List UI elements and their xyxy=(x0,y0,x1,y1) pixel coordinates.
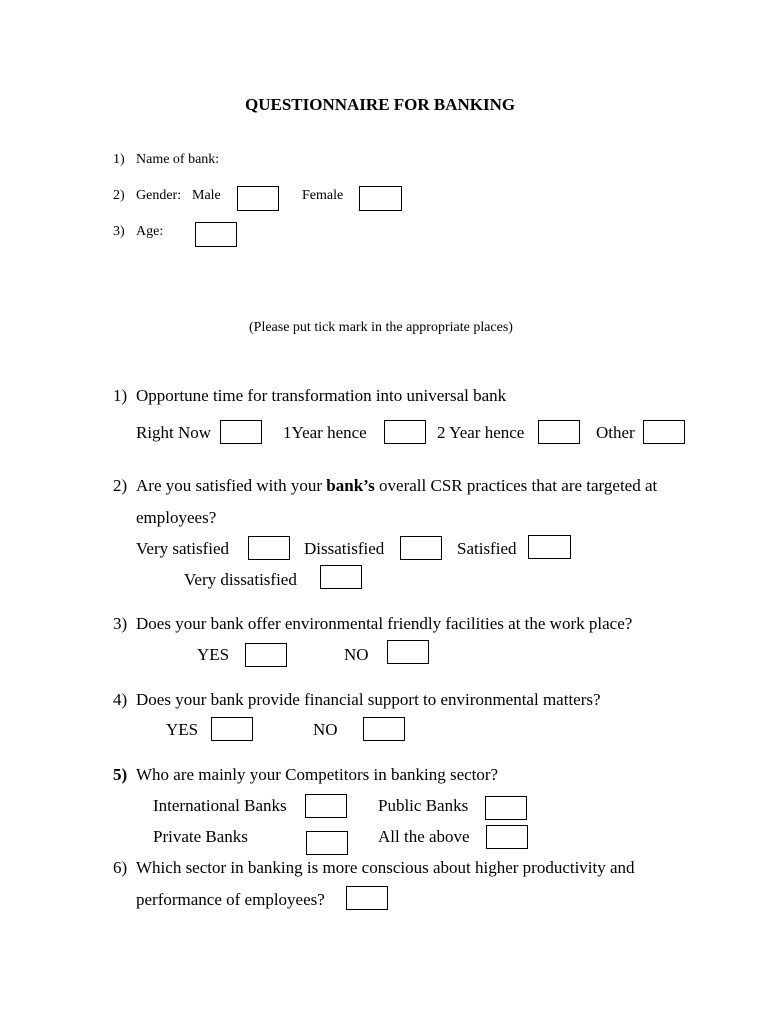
option-no-label: NO xyxy=(313,720,338,739)
option-no-checkbox[interactable] xyxy=(363,717,405,741)
question-2-text: Are you satisfied with your bank’s overall CSR practices that are targeted at xyxy=(136,476,658,495)
item-number: 2) xyxy=(113,188,125,203)
option-other-checkbox[interactable] xyxy=(643,420,685,444)
question-6-text-line2: performance of employees? xyxy=(136,890,325,909)
question-1-text: Opportune time for transformation into universal bank xyxy=(136,386,507,405)
option-no-label: NO xyxy=(344,645,369,664)
age-label: Age: xyxy=(136,224,164,239)
instruction-text: (Please put tick mark in the appropriate places) xyxy=(249,320,513,335)
option-private-banks-label: Private Banks xyxy=(153,827,248,846)
option-dissatisfied-checkbox[interactable] xyxy=(400,536,442,560)
name-of-bank-label: Name of bank: xyxy=(136,152,220,167)
gender-label: Gender: xyxy=(136,188,182,203)
male-checkbox[interactable] xyxy=(237,186,279,211)
question-6-text: Which sector in banking is more conscious about higher productivity and xyxy=(136,858,635,877)
option-public-banks-checkbox[interactable] xyxy=(485,796,527,820)
female-label: Female xyxy=(302,188,344,203)
option-dissatisfied-label: Dissatisfied xyxy=(304,539,385,558)
option-yes-label: YES xyxy=(166,720,199,739)
sector-answer-box[interactable] xyxy=(346,886,388,910)
option-all-the-above-checkbox[interactable] xyxy=(486,825,528,849)
option-2-year-checkbox[interactable] xyxy=(538,420,580,444)
question-number: 4) xyxy=(113,690,128,709)
question-number: 3) xyxy=(113,614,128,633)
option-1-year-label: 1Year hence xyxy=(283,423,367,442)
option-other-label: Other xyxy=(596,423,635,442)
option-all-the-above-label: All the above xyxy=(378,827,470,846)
question-number: 1) xyxy=(113,386,128,405)
option-very-satisfied-checkbox[interactable] xyxy=(248,536,290,560)
option-right-now-label: Right Now xyxy=(136,423,212,442)
item-number: 3) xyxy=(113,224,125,239)
option-yes-label: YES xyxy=(197,645,230,664)
female-checkbox[interactable] xyxy=(359,186,402,211)
option-satisfied-checkbox[interactable] xyxy=(528,535,571,559)
item-number: 1) xyxy=(113,152,125,167)
option-private-banks-checkbox[interactable] xyxy=(306,831,348,855)
male-label: Male xyxy=(192,188,221,203)
option-no-checkbox[interactable] xyxy=(387,640,429,664)
option-1-year-checkbox[interactable] xyxy=(384,420,426,444)
option-very-satisfied-label: Very satisfied xyxy=(136,539,230,558)
age-input-box[interactable] xyxy=(195,222,237,247)
option-yes-checkbox[interactable] xyxy=(211,717,253,741)
option-international-banks-checkbox[interactable] xyxy=(305,794,347,818)
question-number: 6) xyxy=(113,858,128,877)
question-5-text: Who are mainly your Competitors in banking sector? xyxy=(136,765,499,784)
option-public-banks-label: Public Banks xyxy=(378,796,469,815)
question-3-text: Does your bank offer environmental friendly facilities at the work place? xyxy=(136,614,633,633)
question-number: 2) xyxy=(113,476,128,495)
option-very-dissatisfied-label: Very dissatisfied xyxy=(184,570,297,589)
question-number: 5) xyxy=(113,765,128,784)
page-title: QUESTIONNAIRE FOR BANKING xyxy=(245,95,516,114)
option-very-dissatisfied-checkbox[interactable] xyxy=(320,565,362,589)
question-2-text-line2: employees? xyxy=(136,508,217,527)
option-international-banks-label: International Banks xyxy=(153,796,287,815)
option-satisfied-label: Satisfied xyxy=(457,539,517,558)
option-2-year-label: 2 Year hence xyxy=(437,423,525,442)
option-yes-checkbox[interactable] xyxy=(245,643,287,667)
option-right-now-checkbox[interactable] xyxy=(220,420,262,444)
question-4-text: Does your bank provide financial support to environmental matters? xyxy=(136,690,601,709)
